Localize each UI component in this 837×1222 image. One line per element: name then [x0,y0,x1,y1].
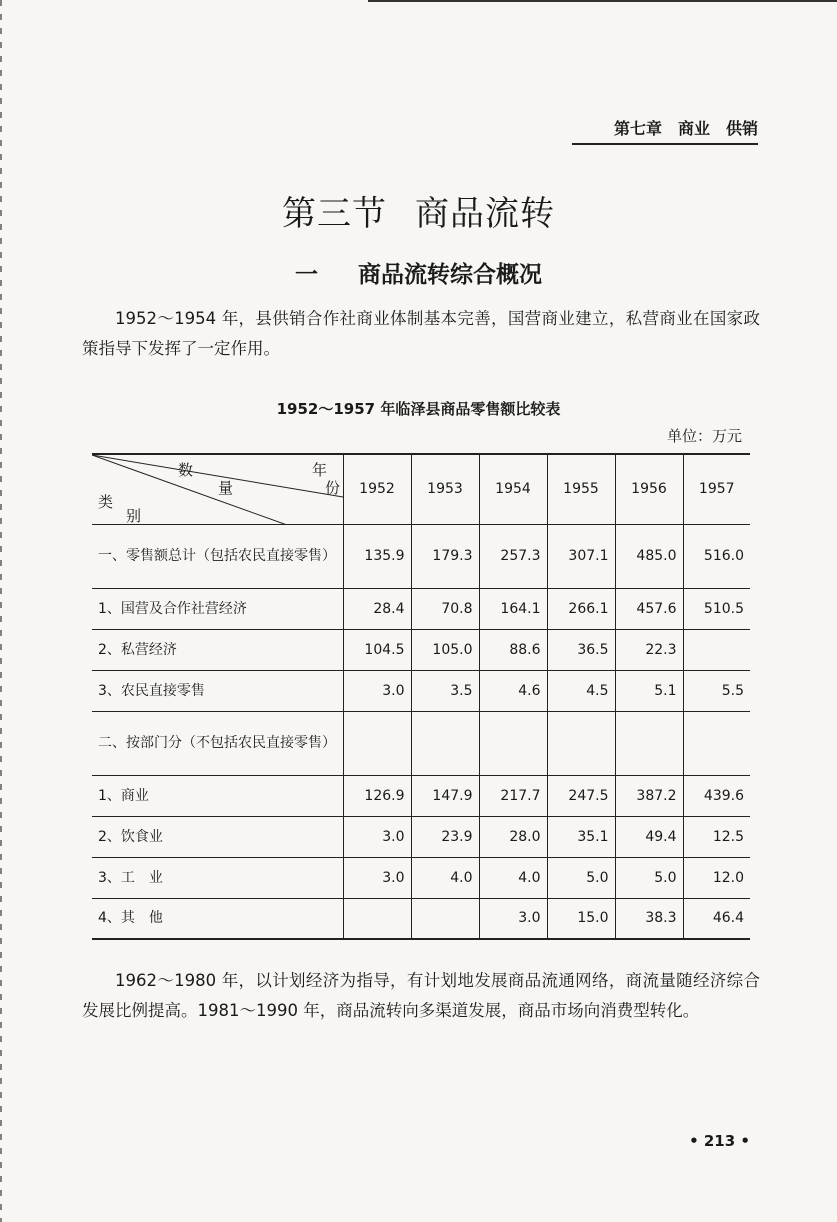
section-title [0,186,837,235]
value-cell: 247.5 [547,775,615,816]
table-row [92,629,750,670]
top-rule [368,0,837,2]
value-cell: 457.6 [615,588,683,629]
subsection-name: 商品流转综合概况 [358,261,542,288]
value-cell: 12.5 [683,816,750,857]
row-category-label: 2、饮食业 [92,816,343,857]
row-category-label: 3、工 业 [92,857,343,898]
value-cell: 3.0 [343,670,411,711]
corner-category-1: 类 [98,493,114,511]
value-cell: 4.5 [547,670,615,711]
year-header-cell: 1954 [479,454,547,524]
section-name: 商品流转 [415,194,555,234]
value-cell: 5.1 [615,670,683,711]
value-cell [683,629,750,670]
paragraph-intro: 1952～1954 年，县供销合作社商业体制基本完善，国营商业建立，私营商业在国家政策指导下发挥了一定作用。 [82,309,760,358]
value-cell: 49.4 [615,816,683,857]
value-cell: 485.0 [615,524,683,588]
value-cell: 105.0 [411,629,479,670]
page-number: • 213 • [689,1132,750,1150]
subsection-number: 一 [295,261,318,288]
value-cell: 510.5 [683,588,750,629]
table-row [92,670,750,711]
value-cell: 70.8 [411,588,479,629]
retail-sales-table [92,453,750,940]
corner-year-2: 份 [325,479,341,497]
value-cell [547,711,615,775]
value-cell: 164.1 [479,588,547,629]
value-cell: 35.1 [547,816,615,857]
table-unit: 单位：万元 [666,427,742,445]
value-cell: 104.5 [343,629,411,670]
value-cell [343,711,411,775]
row-category-label: 3、农民直接零售 [92,670,343,711]
year-header-cell: 1957 [683,454,750,524]
section-number: 第三节 [282,194,387,234]
table-row [92,524,750,588]
value-cell: 5.5 [683,670,750,711]
value-cell: 126.9 [343,775,411,816]
value-cell: 28.0 [479,816,547,857]
value-cell [683,711,750,775]
value-cell: 28.4 [343,588,411,629]
value-cell: 46.4 [683,898,750,939]
row-category-label: 1、商业 [92,775,343,816]
year-header-cell: 1952 [343,454,411,524]
value-cell: 88.6 [479,629,547,670]
value-cell: 439.6 [683,775,750,816]
table-row [92,898,750,939]
value-cell: 266.1 [547,588,615,629]
corner-quantity-2: 量 [218,479,234,497]
corner-year-1: 年 [312,461,328,479]
value-cell [411,898,479,939]
value-cell: 4.0 [411,857,479,898]
value-cell: 38.3 [615,898,683,939]
row-category-label: 一、零售额总计（包括农民直接零售） [92,524,343,588]
value-cell: 307.1 [547,524,615,588]
value-cell [411,711,479,775]
value-cell: 4.0 [479,857,547,898]
chapter-header: 第七章 商业 供销 [572,116,758,145]
value-cell: 217.7 [479,775,547,816]
table-corner-cell [92,454,343,524]
value-cell: 3.0 [479,898,547,939]
value-cell [615,711,683,775]
table-row [92,775,750,816]
value-cell: 23.9 [411,816,479,857]
value-cell: 3.0 [343,857,411,898]
row-category-label: 4、其 他 [92,898,343,939]
value-cell: 387.2 [615,775,683,816]
value-cell [343,898,411,939]
table-title: 1952～1957 年临泽县商品零售额比较表 [276,400,561,418]
value-cell: 135.9 [343,524,411,588]
year-header-cell: 1956 [615,454,683,524]
value-cell: 257.3 [479,524,547,588]
value-cell: 5.0 [547,857,615,898]
value-cell: 22.3 [615,629,683,670]
table-header-row [92,454,750,524]
value-cell [479,711,547,775]
value-cell: 516.0 [683,524,750,588]
value-cell: 147.9 [411,775,479,816]
paragraph-summary: 1962～1980 年，以计划经济为指导，有计划地发展商品流通网络，商流量随经济综合发展比例提高。1981～1990 年，商品流转向多渠道发展，商品市场向消费型转化。 [82,971,760,1020]
corner-category-2: 别 [126,507,142,525]
table-row [92,816,750,857]
value-cell: 4.6 [479,670,547,711]
year-header-cell: 1955 [547,454,615,524]
value-cell: 179.3 [411,524,479,588]
value-cell: 3.0 [343,816,411,857]
value-cell: 5.0 [615,857,683,898]
table-row [92,711,750,775]
table-row [92,857,750,898]
row-category-label: 二、按部门分（不包括农民直接零售） [92,711,343,775]
row-category-label: 1、国营及合作社营经济 [92,588,343,629]
row-category-label: 2、私营经济 [92,629,343,670]
value-cell: 36.5 [547,629,615,670]
year-header-cell: 1953 [411,454,479,524]
corner-quantity-1: 数 [178,461,194,479]
value-cell: 12.0 [683,857,750,898]
page-edge [0,0,2,1222]
value-cell: 15.0 [547,898,615,939]
table-row [92,588,750,629]
value-cell: 3.5 [411,670,479,711]
subsection-title [0,256,837,289]
